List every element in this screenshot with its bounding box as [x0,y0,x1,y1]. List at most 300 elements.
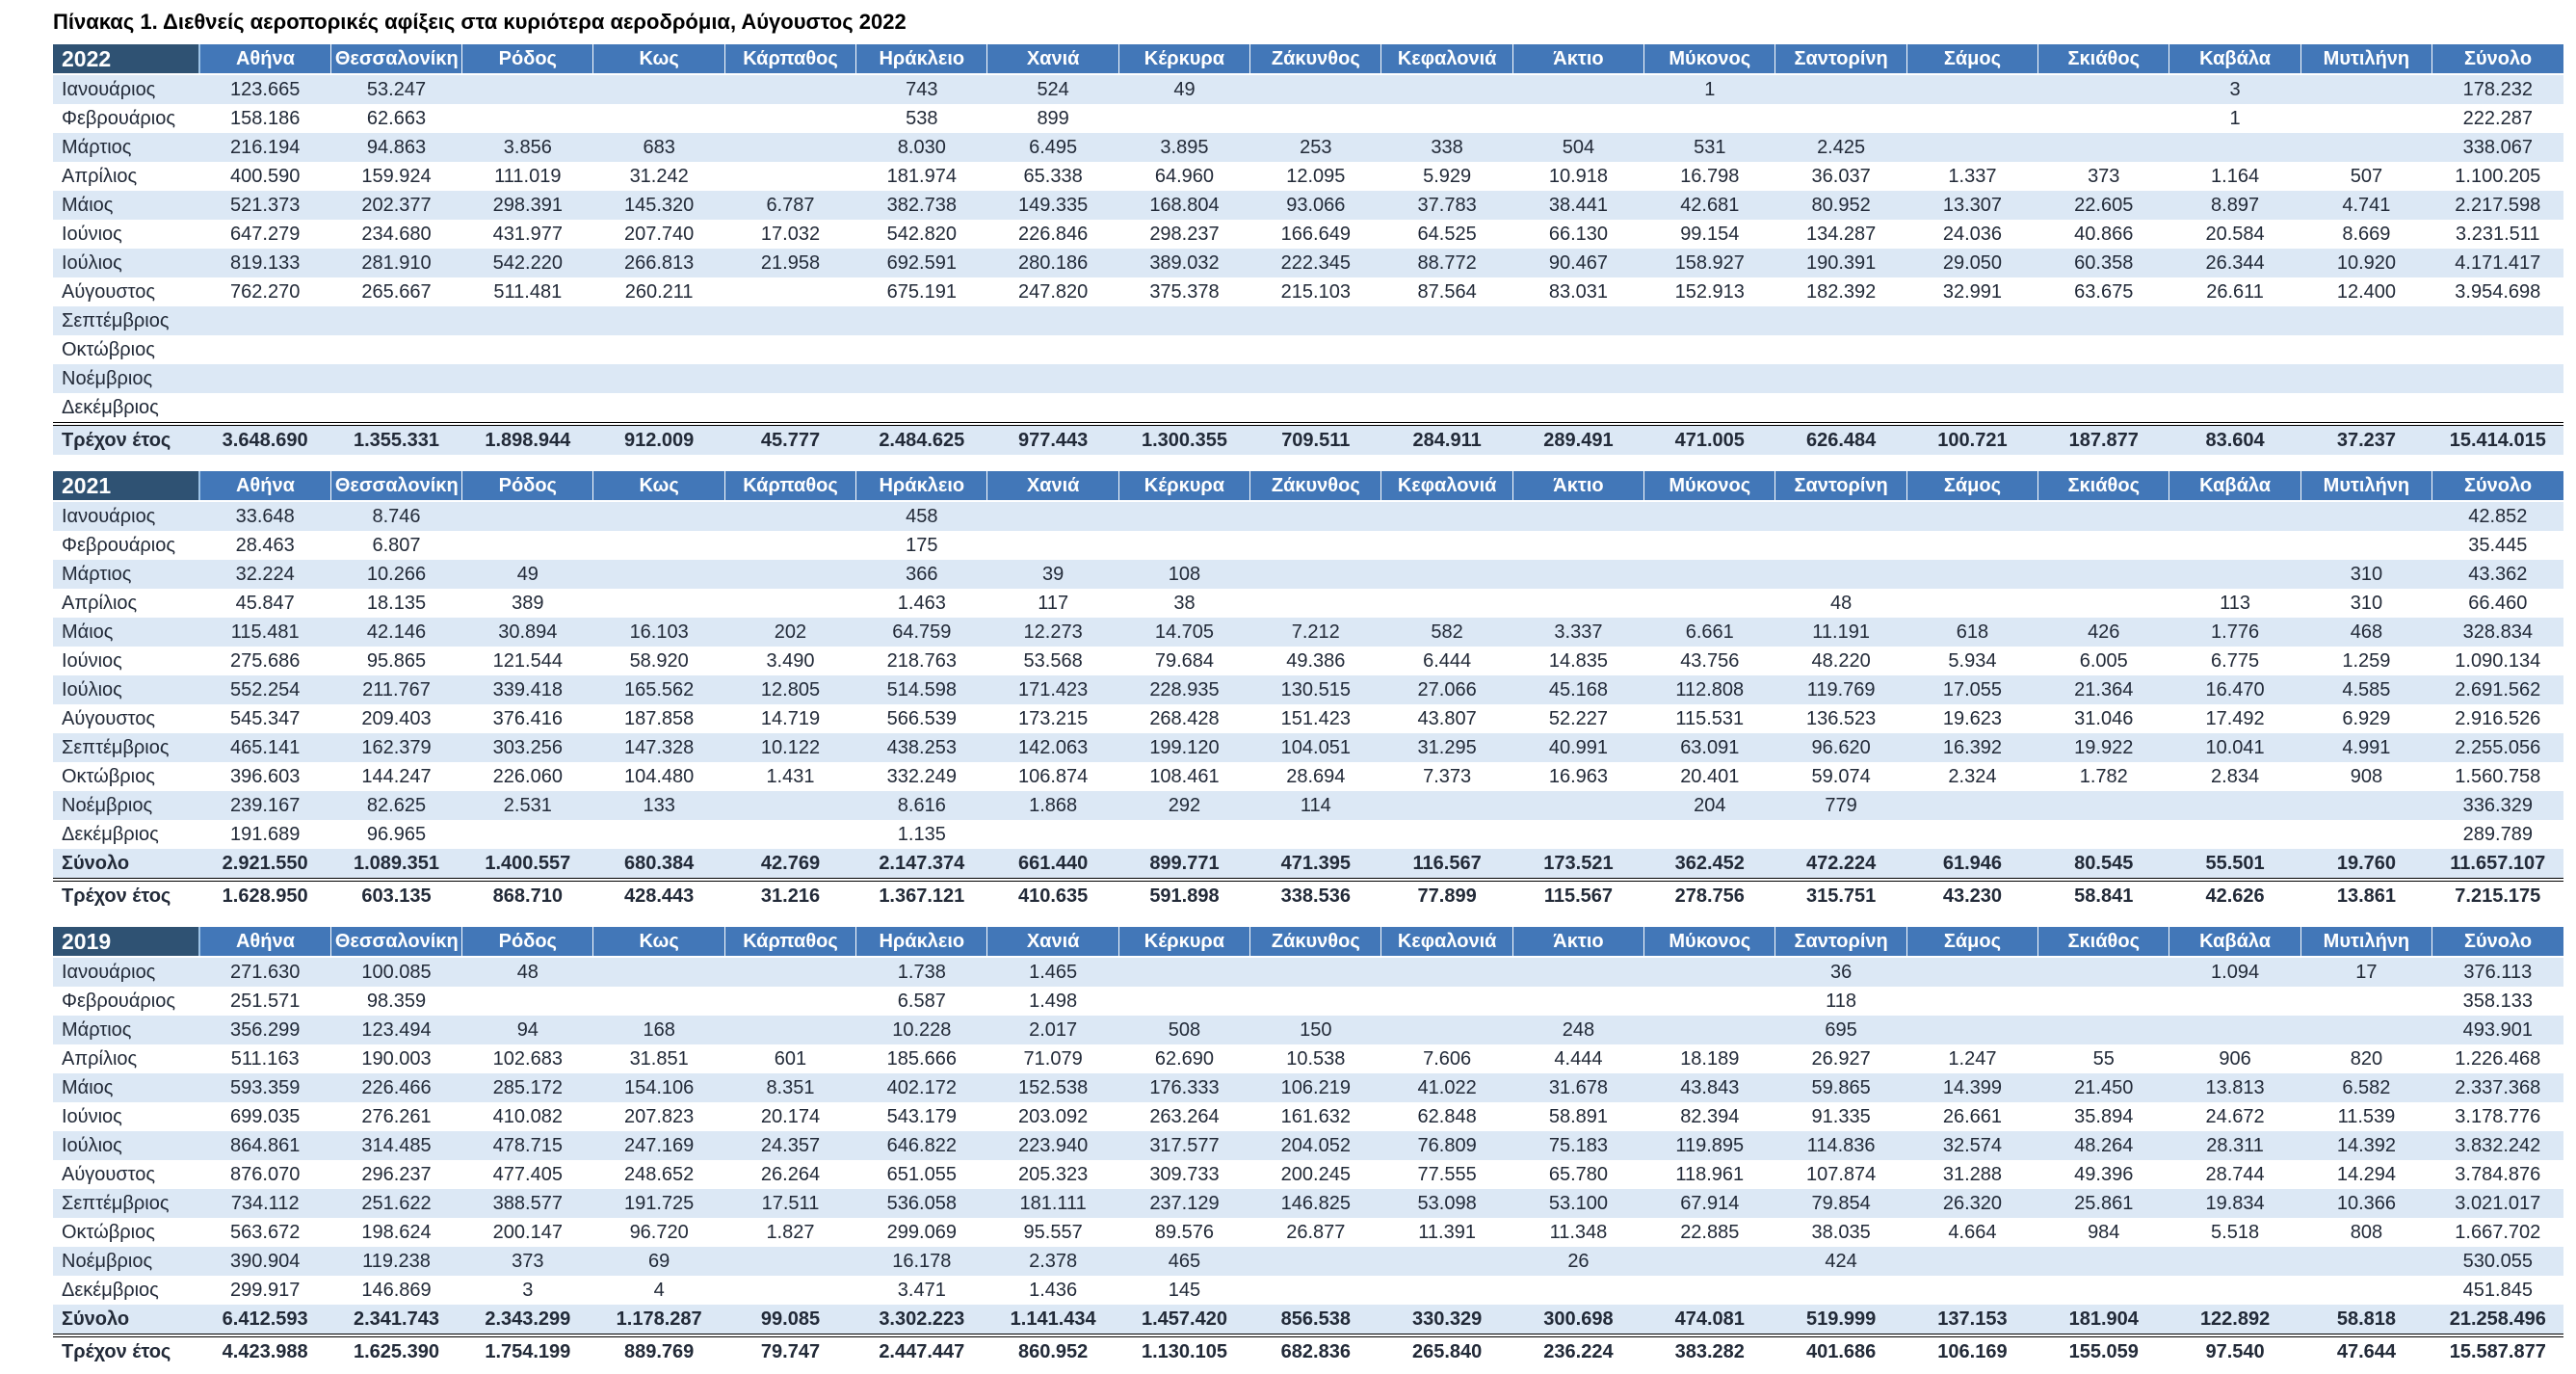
data-cell: 237.129 [1149,1193,1220,1214]
data-cell: 6.005 [2079,650,2128,672]
data-cell: 48 [1829,593,1853,614]
data-cell: 1.465 [1029,962,1078,983]
data-cell: 651.055 [886,1164,957,1185]
data-cell [593,335,724,364]
data-cell: 31.242 [629,166,689,187]
data-cell: 96.620 [1811,737,1871,758]
data-cell: 234.680 [361,224,432,245]
data-cell [593,104,724,133]
data-cell: 133 [643,795,675,816]
data-cell: 328.834 [2462,621,2533,643]
data-cell: 99.085 [760,1308,821,1330]
data-cell [462,74,593,104]
data-cell: 6.412.593 [222,1308,308,1330]
data-cell: 104.480 [624,766,695,787]
data-cell [2300,335,2431,364]
data-cell: 30.894 [498,621,558,643]
data-cell: 26.927 [1811,1048,1871,1070]
data-cell: 114.836 [1806,1135,1876,1156]
data-cell: 49.396 [2074,1164,2134,1185]
arrivals-table-2021 [53,471,2563,911]
data-cell: 285.172 [492,1077,563,1098]
data-cell: 310 [2350,564,2383,585]
data-cell [2300,393,2431,424]
data-cell: 2.337.368 [2455,1077,2541,1098]
data-cell: 299.917 [230,1280,301,1301]
data-cell [593,501,724,531]
row-label: Αύγουστος [62,281,156,303]
data-cell: 1.164 [2211,166,2260,187]
data-cell: 80.952 [1811,195,1871,216]
data-cell: 14.705 [1154,621,1215,643]
data-cell [987,335,1118,364]
column-header: Κεφαλονιά [1381,927,1512,957]
data-cell: 2.447.447 [856,1335,987,1366]
data-cell: 146.869 [361,1280,432,1301]
data-cell: 226.846 [1017,224,1089,245]
data-cell: 876.070 [230,1164,301,1185]
data-cell [2169,393,2300,424]
data-cell: 40.991 [1548,737,1609,758]
data-cell: 478.715 [492,1135,563,1156]
data-cell: 28.694 [1286,766,1346,787]
data-cell: 3 [2229,79,2241,100]
data-cell: 96.965 [366,824,427,845]
data-cell [1381,589,1512,618]
data-cell: 66.130 [1548,224,1609,245]
data-cell [1381,1276,1512,1305]
data-cell: 530.055 [2462,1251,2533,1272]
data-cell: 1.463 [897,593,946,614]
data-cell: 204.052 [1280,1135,1351,1156]
data-cell: 13.861 [2300,880,2431,911]
data-cell: 383.282 [1644,1335,1775,1366]
data-cell: 3.337 [1554,621,1603,643]
data-cell: 118.961 [1675,1164,1745,1185]
data-cell [1250,560,1381,589]
data-cell: 37.783 [1417,195,1477,216]
data-cell: 53.247 [366,79,427,100]
data-cell: 130.515 [1280,679,1351,700]
data-cell [1906,364,2037,393]
data-cell [1250,1247,1381,1276]
data-cell: 53.568 [1023,650,1083,672]
summary-row [53,424,2563,455]
data-cell: 247.169 [624,1135,695,1156]
data-cell: 2.378 [1029,1251,1078,1272]
data-cell: 209.403 [361,708,432,729]
data-cell [724,1016,855,1044]
data-cell: 743 [906,79,938,100]
data-cell: 158.186 [230,108,301,129]
data-cell [1906,560,2037,589]
data-cell: 303.256 [492,737,563,758]
column-header: Μύκονος [1644,471,1775,501]
data-cell: 276.261 [361,1106,432,1127]
data-cell: 82.394 [1680,1106,1740,1127]
data-cell: 13.813 [2205,1077,2265,1098]
data-cell [462,104,593,133]
data-cell: 310 [2350,593,2383,614]
data-cell [2038,335,2169,364]
data-cell: 19.922 [2074,737,2134,758]
data-cell: 251.571 [230,991,301,1012]
data-cell: 43.230 [1906,880,2037,911]
data-cell: 3 [522,1280,534,1301]
data-cell: 8.351 [766,1077,815,1098]
data-cell: 69 [648,1251,670,1272]
data-cell: 42.769 [760,853,821,874]
data-cell: 58.841 [2038,880,2169,911]
header-row [53,471,2563,501]
data-cell [2169,791,2300,820]
data-cell [2038,364,2169,393]
data-cell [1906,820,2037,849]
data-cell: 20.401 [1680,766,1740,787]
data-cell [987,393,1118,424]
column-header: Κως [593,471,724,501]
data-cell: 40.866 [2074,224,2134,245]
data-cell: 5.929 [1423,166,1472,187]
data-cell [1381,560,1512,589]
year-header-cell: 2022 [53,44,199,74]
data-cell: 200.245 [1280,1164,1351,1185]
data-cell [593,393,724,424]
data-cell: 11.391 [1418,1222,1476,1243]
data-cell [1512,820,1643,849]
data-cell: 511.163 [230,1048,300,1070]
data-cell [1118,820,1249,849]
column-header: Κέρκυρα [1118,44,1249,74]
data-cell: 248.652 [624,1164,695,1185]
data-cell: 91.335 [1811,1106,1871,1127]
column-header: Κεφαλονιά [1381,471,1512,501]
data-cell: 603.135 [330,880,461,911]
data-cell: 2.255.056 [2455,737,2541,758]
table-body [53,74,2563,455]
data-cell [199,393,330,424]
data-cell: 6.775 [2211,650,2260,672]
data-cell: 1.247 [1948,1048,1997,1070]
data-cell: 211.767 [362,679,431,700]
data-cell: 591.898 [1118,880,1249,911]
data-cell: 55 [2092,1048,2115,1070]
data-cell: 7.212 [1291,621,1340,643]
data-cell: 507 [2350,166,2383,187]
data-cell: 89.576 [1154,1222,1215,1243]
data-cell: 552.254 [230,679,301,700]
data-cell: 410.635 [987,880,1118,911]
data-cell: 83.031 [1548,281,1609,303]
data-cell: 808 [2350,1222,2383,1243]
data-cell: 299.069 [886,1222,957,1243]
data-cell [987,306,1118,335]
month-row [53,249,2563,277]
data-cell: 93.066 [1286,195,1346,216]
data-cell: 42.146 [366,621,427,643]
data-cell: 158.927 [1674,252,1745,274]
data-cell: 123.665 [230,79,301,100]
data-cell: 173.521 [1543,853,1614,874]
data-cell: 4.991 [2342,737,2391,758]
column-header: Θεσσαλονίκη [330,927,461,957]
data-cell: 10.366 [2336,1193,2396,1214]
column-header: Κεφαλονιά [1381,44,1512,74]
data-cell: 389 [512,593,544,614]
data-cell: 508 [1168,1019,1201,1041]
data-cell: 6.807 [372,535,421,556]
data-cell [1906,957,2037,987]
data-cell [1644,560,1775,589]
data-cell: 298.237 [1149,224,1220,245]
data-cell: 2.916.526 [2455,708,2541,729]
data-cell [1906,1247,2037,1276]
row-label: Ιούνιος [62,650,122,672]
data-cell [2432,306,2563,335]
data-cell [1512,791,1643,820]
row-label: Απρίλιος [62,1048,138,1070]
data-cell: 113 [2220,593,2251,614]
row-label: Τρέχον έτος [53,424,199,455]
data-cell: 1 [1704,79,1716,100]
data-cell [1906,104,2037,133]
month-row [53,791,2563,820]
data-cell [1512,560,1643,589]
data-cell [199,364,330,393]
data-cell [2038,1016,2169,1044]
data-cell [2300,306,2431,335]
data-cell: 53.100 [1548,1193,1609,1214]
data-cell [1250,335,1381,364]
data-cell: 168.804 [1149,195,1220,216]
data-cell: 199.120 [1149,737,1220,758]
data-cell: 682.836 [1250,1335,1381,1366]
data-cell: 864.861 [230,1135,301,1156]
data-cell [1381,335,1512,364]
data-cell: 1.178.287 [616,1308,702,1330]
data-cell: 1.498 [1029,991,1078,1012]
row-label: Φεβρουάριος [62,535,175,556]
data-cell: 265.667 [361,281,432,303]
month-row [53,220,2563,249]
data-cell: 38.035 [1811,1222,1871,1243]
data-cell: 912.009 [593,424,724,455]
data-cell [2038,133,2169,162]
data-cell: 79.684 [1154,650,1215,672]
data-cell [2300,820,2431,849]
data-cell [1381,791,1512,820]
data-cell: 1.431 [766,766,815,787]
data-cell: 16.103 [629,621,689,643]
data-cell: 511.481 [493,281,563,303]
data-cell: 356.299 [230,1019,301,1041]
data-cell: 31.851 [629,1048,689,1070]
data-cell: 17.032 [760,224,821,245]
data-cell [1118,501,1249,531]
data-cell [1775,393,1906,424]
data-cell: 266.813 [624,252,695,274]
data-cell: 190.391 [1805,252,1877,274]
data-cell: 202.377 [361,195,432,216]
data-cell [1906,589,2037,618]
data-cell [2300,104,2431,133]
data-cell: 6.582 [2342,1077,2391,1098]
data-cell: 26 [1567,1251,1590,1272]
month-row [53,191,2563,220]
data-cell [1512,531,1643,560]
row-label: Δεκέμβριος [62,824,159,845]
data-cell: 314.485 [361,1135,432,1156]
data-cell [1250,393,1381,424]
data-cell [1250,306,1381,335]
data-cell: 31.046 [2074,708,2134,729]
data-cell [724,306,855,335]
data-cell: 2.017 [1029,1019,1078,1041]
column-header: Μύκονος [1644,927,1775,957]
data-cell: 17.511 [761,1193,820,1214]
data-cell [593,74,724,104]
data-cell: 55.501 [2205,853,2265,874]
data-cell: 79.747 [724,1335,855,1366]
data-cell [1775,74,1906,104]
data-cell: 1.400.557 [485,853,571,874]
data-cell: 1.782 [2079,766,2128,787]
data-cell: 376.113 [2463,962,2533,983]
data-cell: 536.058 [886,1193,957,1214]
row-label: Αύγουστος [62,708,156,729]
data-cell [1644,957,1775,987]
data-cell [1906,501,2037,531]
data-cell: 12.400 [2336,281,2396,303]
data-cell: 137.153 [1937,1308,2008,1330]
data-cell [724,820,855,849]
data-cell: 410.082 [492,1106,563,1127]
data-cell: 493.901 [2462,1019,2533,1041]
data-cell: 63.675 [2074,281,2134,303]
data-cell [462,501,593,531]
column-header: Θεσσαλονίκη [330,44,461,74]
data-cell [1512,957,1643,987]
data-cell: 2.341.743 [354,1308,439,1330]
data-cell: 97.540 [2169,1335,2300,1366]
row-label: Νοέμβριος [62,368,153,389]
column-header: Σάμος [1906,44,2037,74]
data-cell [1906,987,2037,1016]
data-cell: 82.625 [366,795,427,816]
column-header: Σκιάθος [2038,44,2169,74]
data-cell: 680.384 [624,853,695,874]
data-cell [2169,335,2300,364]
data-cell: 1.868 [1029,795,1078,816]
row-label: Σύνολο [62,1308,130,1330]
data-cell: 3.784.876 [2455,1164,2541,1185]
data-cell: 66.460 [2468,593,2528,614]
month-row [53,501,2563,531]
month-row [53,531,2563,560]
data-cell: 3.832.242 [2455,1135,2541,1156]
data-cell: 187.858 [624,708,695,729]
data-cell: 531 [1694,137,1726,158]
data-cell: 10.918 [1548,166,1609,187]
row-label: Σεπτέμβριος [62,737,170,758]
data-cell: 18.189 [1680,1048,1740,1070]
data-cell [330,364,461,393]
data-cell: 19.834 [2205,1193,2265,1214]
data-cell [593,306,724,335]
data-cell [2169,820,2300,849]
column-header: Ρόδος [462,471,593,501]
data-cell: 1.089.351 [354,853,439,874]
data-cell: 8.897 [2211,195,2260,216]
data-cell: 161.632 [1280,1106,1351,1127]
data-cell [1512,1276,1643,1305]
table-body [53,501,2563,911]
data-cell: 134.287 [1805,224,1877,245]
data-cell: 33.648 [235,506,295,527]
column-header: Ζάκυνθος [1250,927,1381,957]
row-label: Μάρτιος [62,1019,132,1041]
data-cell [2038,104,2169,133]
data-cell: 14.399 [1942,1077,2003,1098]
data-cell: 253 [1300,137,1332,158]
data-cell: 339.418 [492,679,563,700]
month-row [53,393,2563,424]
column-header: Ζάκυνθος [1250,471,1381,501]
data-cell [1381,306,1512,335]
data-cell: 228.935 [1149,679,1220,700]
data-cell: 58.818 [2336,1308,2396,1330]
month-row [53,1073,2563,1102]
data-cell: 4.444 [1554,1048,1603,1070]
data-cell: 519.999 [1805,1308,1877,1330]
data-cell [1906,306,2037,335]
data-cell: 390.904 [230,1251,301,1272]
data-cell: 64.759 [892,621,952,643]
data-cell [2300,1247,2431,1276]
data-cell: 112.808 [1675,679,1745,700]
column-header: Σκιάθος [2038,927,2169,957]
month-row [53,618,2563,647]
data-cell: 32.991 [1942,281,2003,303]
data-cell: 1.135 [897,824,946,845]
row-label: Μάρτιος [62,564,132,585]
data-cell: 289.789 [2462,824,2533,845]
data-cell: 11.191 [1812,621,1870,643]
data-cell [1644,364,1775,393]
data-cell: 31.216 [724,880,855,911]
data-cell: 338.536 [1250,880,1381,911]
data-cell: 58.891 [1548,1106,1609,1127]
row-label: Σύνολο [62,853,130,874]
data-cell: 5.934 [1948,650,1997,672]
month-row [53,647,2563,675]
row-label: Τρέχον έτος [53,880,199,911]
data-cell: 32.224 [235,564,295,585]
data-cell [1250,364,1381,393]
column-header: Ζάκυνθος [1250,44,1381,74]
data-cell [1381,104,1512,133]
month-row [53,675,2563,704]
data-cell: 43.756 [1680,650,1740,672]
data-cell: 79.854 [1811,1193,1871,1214]
data-cell: 860.952 [987,1335,1118,1366]
data-cell: 150 [1300,1019,1332,1041]
data-cell: 223.940 [1017,1135,1089,1156]
data-cell: 1.827 [766,1222,815,1243]
data-cell: 1.898.944 [462,424,593,455]
data-cell: 26.344 [2205,252,2265,274]
column-header: Σάμος [1906,927,2037,957]
